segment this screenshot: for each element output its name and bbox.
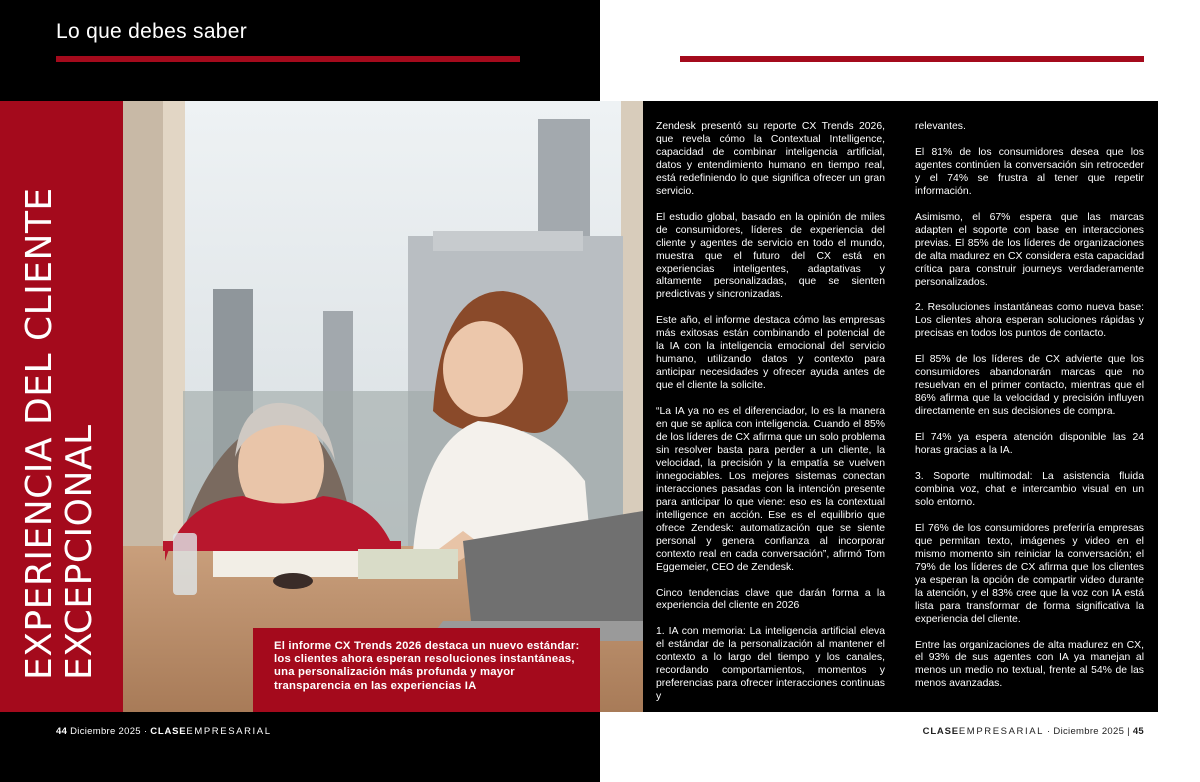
footer-date-left: Diciembre 2025 [70,726,141,737]
paragraph: relevantes. [915,121,966,132]
left-header-rule [56,56,520,62]
page-number-left: 44 [56,726,68,737]
footer-separator: · [1047,726,1054,737]
article-title [20,187,100,680]
article-title-line-1: EXPERIENCIA DEL CLIENTE [19,187,60,680]
article-column-2 [915,121,1144,704]
footer-date-right: Diciembre 2025 [1053,726,1125,737]
paragraph: El estudio global, basado en la opinión de miles de consumidores, líderes de experiencia del cliente y agentes de servicio en todo el mundo, muestra que el futuro del CX está en experiencias inteligentes, adaptativas y altamente personalizadas, que se sienten predictivas y sincronizadas. [656,211,885,301]
article-photo [123,101,643,712]
article-title-line-2: EXCEPCIONAL [59,424,100,680]
paragraph: Entre las organizaciones de alta madurez en CX, el 93% de sus agentes con IA ya manejan al menos un medio no textual, frente al 54% de las menos avanzadas. [915,639,1144,690]
highlight-text: El informe CX Trends 2026 destaca un nuevo estándar: los clientes ahora esperan resoluciones instantáneas, una personalización más profunda y mayor transparencia en las experiencias IA [274,640,580,692]
footer-separator: · [143,726,151,737]
photo-illustration [123,101,643,712]
article-column-1 [656,121,885,717]
paragraph: 2. Resoluciones instantáneas como nueva base: Los clientes ahora esperan soluciones rápidas y precisas en todos los puntos de contacto. [915,302,1144,340]
paragraph: El 85% de los líderes de CX advierte que los consumidores abandonarán marcas que no resuelvan en el primer contacto, mientras que el 86% afirma que la velocidad y precisión influyen directamente en sus decisiones de compra. [915,354,1144,418]
paragraph: Zendesk presentó su reporte CX Trends 2026, que revela cómo la Contextual Intelligence, capacidad de combinar inteligencia artificial, datos y entendimiento humano en tiempo real, está redefiniendo lo que significa ofrecer un gran servicio. [656,121,885,197]
section-title: Lo que debes saber [56,20,248,43]
brand-name-bold: CLASE [150,726,187,737]
paragraph: El 74% ya espera atención disponible las 24 horas gracias a la IA. [915,432,1144,457]
footer-left [56,726,272,737]
footer-right [923,726,1144,737]
brand-name-bold: CLASE [922,726,959,737]
highlight-callout [253,628,600,712]
paragraph: 1. IA con memoria: La inteligencia artificial eleva el estándar de la personalización al mantener el contexto a lo largo del tiempo y los canales, recordando comportamientos, momentos y preferencias para ofrecer interacciones continuas y [656,626,885,703]
paragraph: Cinco tendencias clave que darán forma a la experiencia del cliente en 2026 [656,587,885,612]
brand-name-regular: EMPRESARIAL [186,726,272,737]
right-header-rule [680,56,1144,62]
page-number-right: 45 [1132,726,1144,737]
footer-separator: | [1127,726,1133,737]
paragraph: Asimismo, el 67% espera que las marcas adapten el soporte con base en interacciones previas. El 85% de los líderes de organizaciones de alta madurez en CX considera esta capacidad crítica para construir journeys verdaderamente personalizados. [915,211,1144,288]
brand-name-regular: EMPRESARIAL [958,726,1045,737]
paragraph: El 81% de los consumidores desea que los agentes continúen la conversación sin retroceder y el 74% se frustra al tener que repetir información. [915,146,1144,197]
paragraph: 3. Soporte multimodal: La asistencia fluida combina voz, chat e intercambio visual en un solo entorno. [915,471,1144,508]
paragraph: Este año, el informe destaca cómo las empresas más exitosas están combinando el potencial de la IA con la inteligencia emocional del servicio humano, utilizando datos y contexto para anticipar necesidades y ofrecer ayuda antes de que el cliente la solicite. [656,315,885,392]
paragraph: “La IA ya no es el diferenciador, lo es la manera en que se aplica con inteligencia. Cuando el 85% de los líderes de CX afirma que un solo problema sin resolver basta para perder a un cliente, la velocidad, la precisión y la empatía se vuelven innegociables. Los mejores sistemas conectan interacciones pasadas con la intención presente para anticipar lo que viene: eso es la contextual intelligence en acción. Ese es el equilibrio que ofrece Zendesk: automatización que se siente personal y genera confianza al incorporar contexto real en cada conversación”, afirmó Tom Eggemeier, CEO de Zendesk. [656,406,885,573]
paragraph: El 76% de los consumidores preferiría empresas que permitan texto, imágenes y video en el mismo momento sin reiniciar la conversación; el 79% de los líderes de CX afirma que los clientes ya esperan la opción de compartir video durante la atención, y el 83% cree que la voz con IA está lista para transformar de forma significativa la experiencia del cliente. [915,522,1144,625]
